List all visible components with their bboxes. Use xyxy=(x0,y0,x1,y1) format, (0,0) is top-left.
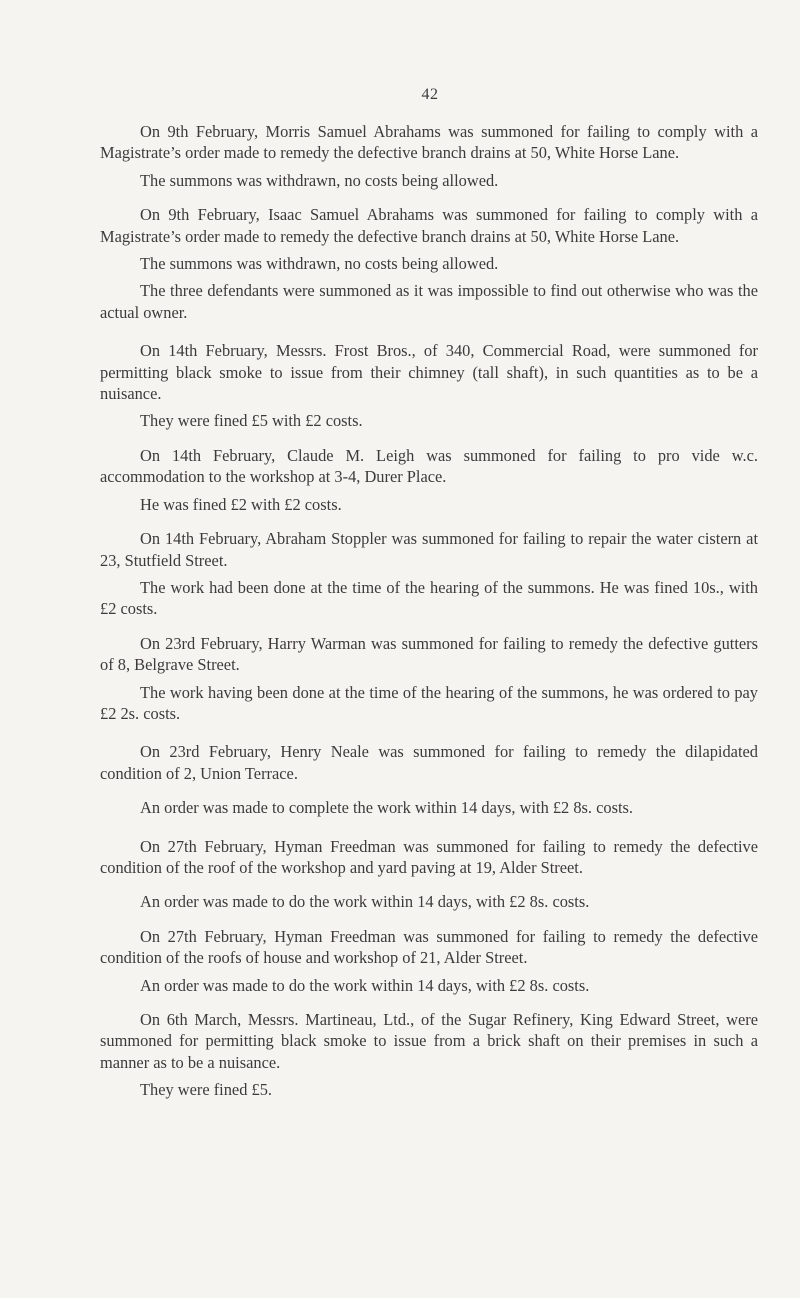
paragraph-abrahams-morris-summons: On 9th February, Morris Samuel Abrahams was summoned for failing to comply with a Magistrate’s order made to remedy the defective branch drains at 50, White Horse Lane. xyxy=(100,122,758,163)
paragraph-frost-bros-outcome: They were fined £5 with £2 costs. xyxy=(140,411,363,431)
paragraph-neale-summons: On 23rd February, Henry Neale was summoned for failing to remedy the dilapidated condition of 2, Union Terrace. xyxy=(100,742,758,783)
paragraph-abrahams-isaac-summons: On 9th February, Isaac Samuel Abrahams was summoned for failing to comply with a Magistrate’s order made to remedy the defective branch drains at 50, White Horse Lane. xyxy=(100,205,758,246)
paragraph-stoppler-summons: On 14th February, Abraham Stoppler was summoned for failing to repair the water cistern at 23, Stutfield Street. xyxy=(100,529,758,570)
paragraph-abrahams-isaac-outcome: The summons was withdrawn, no costs being allowed. xyxy=(140,254,499,274)
paragraph-leigh-outcome: He was fined £2 with £2 costs. xyxy=(140,494,342,514)
paragraph-warman-outcome: The work having been done at the time of the hearing of the summons, he was ordered to pay £2 2s. costs. xyxy=(100,682,758,723)
paragraph-freedman-21-summons: On 27th February, Hyman Freedman was summoned for failing to remedy the defective condition of the roofs of house and workshop of 21, Alder Street. xyxy=(100,926,758,968)
paragraph-stoppler-outcome: The work had been done at the time of the hearing of the summons. He was fined 10s., with £2 costs. xyxy=(100,577,758,619)
paragraph-freedman-19-outcome: An order was made to do the work within 14 days, with £2 8s. costs. xyxy=(140,892,590,912)
paragraph-martineau-summons: On 6th March, Messrs. Martineau, Ltd., of the Sugar Refinery, King Edward Street, were summoned for permitting black smoke to issue from a brick shaft on their premises in such a manner as to be a nuisance. xyxy=(100,1010,758,1072)
paragraph-freedman-19-summons: On 27th February, Hyman Freedman was summoned for failing to remedy the defective condition of the roof of the workshop and yard paving at 19, Alder Street. xyxy=(100,836,758,877)
page-number: 42 xyxy=(421,86,439,103)
paragraph-neale-outcome: An order was made to complete the work within 14 days, with £2 8s. costs. xyxy=(140,798,633,818)
paragraph-martineau-outcome: They were fined £5. xyxy=(140,1080,272,1100)
paragraph-leigh-summons: On 14th February, Claude M. Leigh was summoned for failing to pro vide w.c. accommodation to the workshop at 3-4, Durer Place. xyxy=(100,445,758,487)
paragraph-warman-summons: On 23rd February, Harry Warman was summoned for failing to remedy the defective gutters of 8, Belgrave Street. xyxy=(100,633,758,675)
paragraph-defendants-note: The three defendants were summoned as it was impossible to find out otherwise who was the actual owner. xyxy=(100,281,758,322)
paragraph-freedman-21-outcome: An order was made to do the work within 14 days, with £2 8s. costs. xyxy=(140,975,590,995)
report-body xyxy=(100,121,758,1101)
paragraph-frost-bros-summons: On 14th February, Messrs. Frost Bros., of 340, Commercial Road, were summoned for permitting black smoke to issue from their chimney (tall shaft), in such quantities as to be a nuisance. xyxy=(100,341,758,404)
paragraph-abrahams-morris-outcome: The summons was withdrawn, no costs being allowed. xyxy=(140,170,499,190)
